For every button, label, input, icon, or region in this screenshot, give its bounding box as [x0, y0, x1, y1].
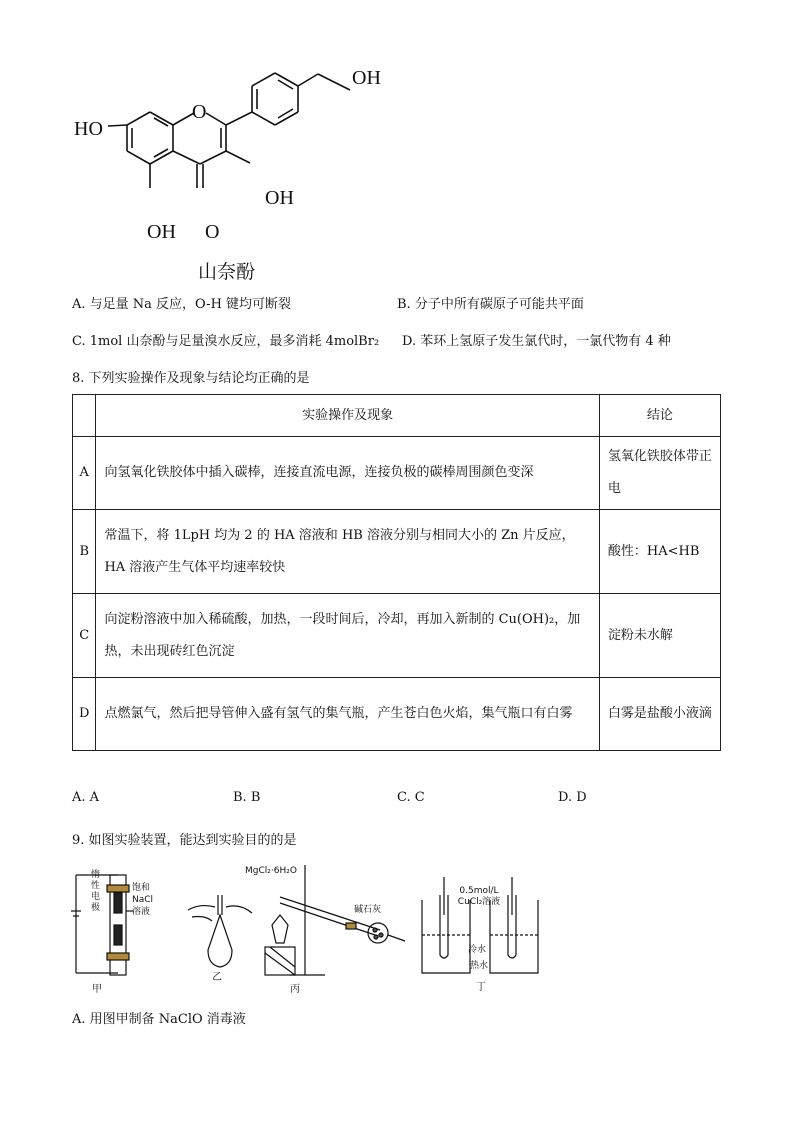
- molecule-name: 山奈酚: [198, 261, 256, 283]
- yi-caption: 乙: [212, 972, 222, 983]
- row-ops: 常温下，将 1LpH 均为 2 的 HA 溶液和 HB 溶液分别与相同大小的 Zn 片反应，HA 溶液产生气体平均速率较快: [96, 510, 599, 594]
- q7-option-d[interactable]: D. 苯环上氢原子发生氯代时，一氯代物有 4 种: [402, 334, 671, 349]
- row-label: A: [73, 437, 96, 510]
- ding-cold-label: 冷水: [468, 945, 487, 955]
- row-label: B: [73, 510, 96, 594]
- bing-desiccant-label: 碱石灰: [354, 905, 382, 915]
- table-row: [73, 437, 721, 510]
- q8-option-a[interactable]: A. A: [72, 790, 100, 805]
- row-result: 淀粉未水解: [599, 594, 720, 678]
- oh-top-label: OH: [352, 67, 381, 89]
- q8-stem: 8. 下列实验操作及现象与结论均正确的是: [72, 371, 310, 386]
- q7-option-b[interactable]: B. 分子中所有碳原子可能共平面: [397, 297, 584, 312]
- ding-hot-label: 热水: [470, 961, 489, 971]
- q9-stem: 9. 如图实验装置，能达到实验目的的是: [72, 833, 297, 848]
- o-carbonyl-label: O: [205, 221, 220, 243]
- q8-option-c[interactable]: C. C: [397, 790, 425, 805]
- q8-option-b[interactable]: B. B: [233, 790, 261, 805]
- q7-option-c[interactable]: C. 1mol 山奈酚与足量溴水反应，最多消耗 4molBr₂: [72, 334, 380, 349]
- jia-electrode-label: 惰性电极: [91, 870, 101, 913]
- jia-solution-label: 饱和NaCl溶液: [132, 883, 154, 917]
- table-header-blank: [73, 395, 96, 437]
- q9-option-a[interactable]: A. 用图甲制备 NaClO 消毒液: [72, 1012, 246, 1027]
- oh-right-label: OH: [265, 187, 294, 209]
- ding-caption: 丁: [476, 982, 486, 993]
- q8-option-d[interactable]: D. D: [558, 790, 587, 805]
- row-result: 酸性：HA<HB: [599, 510, 720, 594]
- o-ring-label: O: [192, 101, 207, 123]
- row-result: 白雾是盐酸小液滴: [599, 678, 720, 751]
- bing-reagent-label: MgCl₂·6H₂O: [245, 866, 297, 876]
- table-row: [73, 594, 721, 678]
- ding-solution-label: 0.5mol/L CuCl₂溶液: [457, 886, 501, 907]
- row-label: D: [73, 678, 96, 751]
- apparatus-figure: [60, 855, 540, 995]
- experiment-table: [72, 394, 721, 751]
- table-header-ops: 实验操作及现象: [96, 395, 599, 437]
- table-row: [73, 678, 721, 751]
- kaempferol-structure: [0, 0, 794, 285]
- oh-bottom-label: OH: [147, 221, 176, 243]
- ho-left-label: HO: [74, 118, 103, 140]
- table-header-result: 结论: [599, 395, 720, 437]
- table-row: [73, 510, 721, 594]
- row-ops: 向氢氧化铁胶体中插入碳棒，连接直流电源，连接负极的碳棒周围颜色变深: [96, 437, 599, 510]
- q7-option-a[interactable]: A. 与足量 Na 反应，O-H 键均可断裂: [72, 297, 292, 312]
- row-result: 氢氧化铁胶体带正电: [599, 437, 720, 510]
- row-ops: 向淀粉溶液中加入稀硫酸，加热，一段时间后，冷却，再加入新制的 Cu(OH)₂，加热，未出现砖红色沉淀: [96, 594, 599, 678]
- jia-caption: 甲: [92, 984, 102, 995]
- bing-caption: 丙: [290, 984, 300, 995]
- row-ops: 点燃氯气，然后把导管伸入盛有氢气的集气瓶，产生苍白色火焰，集气瓶口有白雾: [96, 678, 599, 751]
- row-label: C: [73, 594, 96, 678]
